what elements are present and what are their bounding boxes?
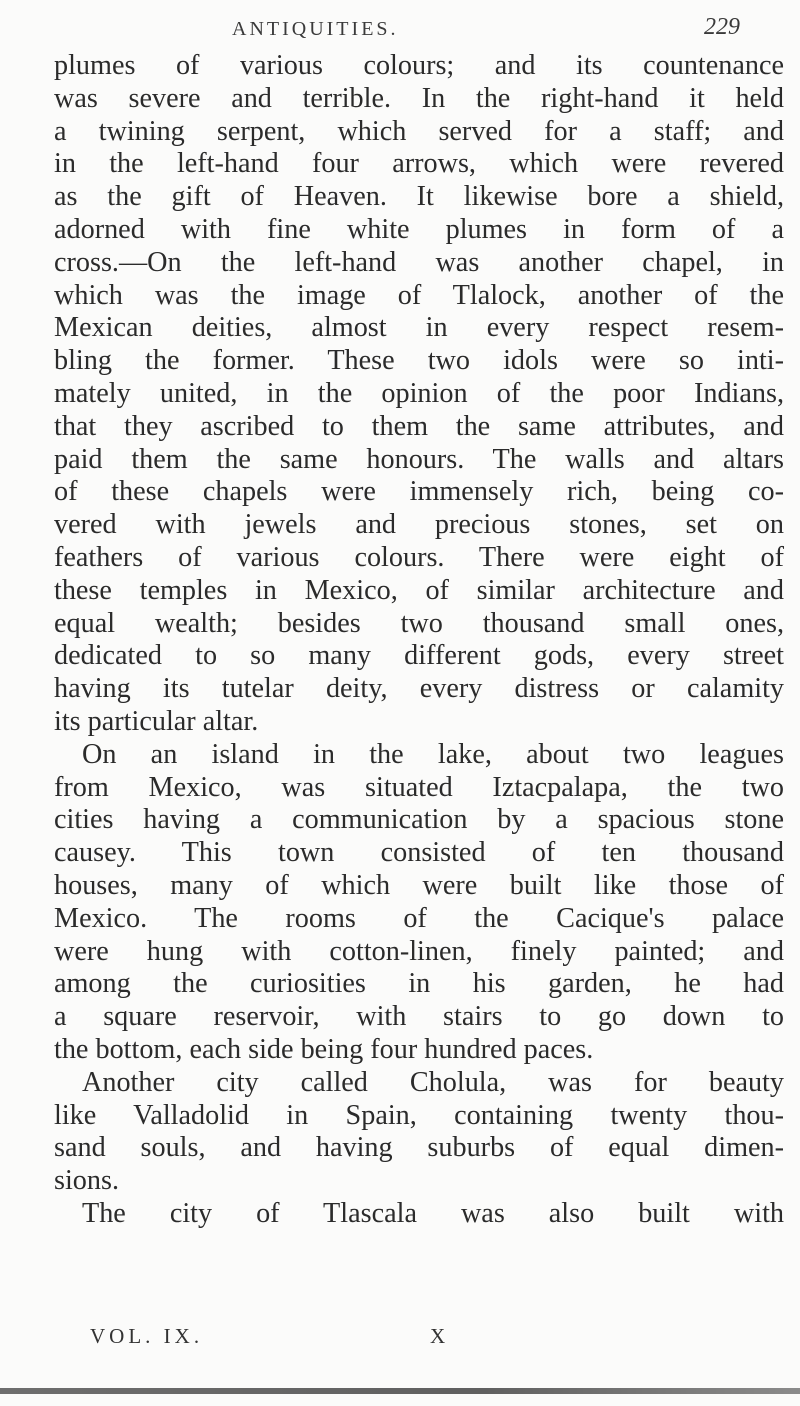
- text-line: a twining serpent, which served for a staff; and: [54, 115, 784, 147]
- text-line: cross.—On the left-hand was another chapel, in: [54, 246, 784, 278]
- page-number: 229: [704, 14, 740, 40]
- signature-mark: X: [430, 1324, 450, 1348]
- text-line: in the left-hand four arrows, which were revered: [54, 148, 784, 180]
- text-line: having its tutelar deity, every distress or calamity: [54, 673, 784, 705]
- text-line: causey. This town consisted of ten thousand: [54, 837, 784, 869]
- text-line: Mexican deities, almost in every respect resem-: [54, 312, 784, 344]
- text-line: its particular altar.: [54, 705, 259, 737]
- text-line: the bottom, each side being four hundred paces.: [54, 1033, 594, 1065]
- text-line: these temples in Mexico, of similar architecture and: [54, 574, 784, 606]
- running-head: ANTIQUITIES.: [232, 18, 399, 40]
- text-line: among the curiosities in his garden, he had: [54, 968, 784, 1000]
- text-line: were hung with cotton-linen, finely painted; and: [54, 935, 784, 967]
- text-line: was severe and terrible. In the right-hand it held: [54, 82, 784, 114]
- text-line: of these chapels were immensely rich, being co-: [54, 476, 784, 508]
- text-line: adorned with fine white plumes in form of a: [54, 213, 784, 245]
- text-line: dedicated to so many different gods, every street: [54, 640, 784, 672]
- text-line: like Valladolid in Spain, containing twenty thou-: [54, 1099, 784, 1131]
- text-line: sand souls, and having suburbs of equal dimen-: [54, 1132, 784, 1164]
- text-line: vered with jewels and precious stones, set on: [54, 509, 784, 541]
- text-line: that they ascribed to them the same attributes, and: [54, 410, 784, 442]
- text-line: houses, many of which were built like those of: [54, 869, 784, 901]
- text-line: bling the former. These two idols were so inti-: [54, 345, 784, 377]
- text-line: cities having a communication by a spacious stone: [54, 804, 784, 836]
- text-line: Another city called Cholula, was for beauty: [82, 1066, 784, 1098]
- text-line: a square reservoir, with stairs to go down to: [54, 1001, 784, 1033]
- text-line: as the gift of Heaven. It likewise bore a shield,: [54, 181, 784, 213]
- text-line: Mexico. The rooms of the Cacique's palace: [54, 902, 784, 934]
- text-line: sions.: [54, 1165, 120, 1197]
- body-text: [54, 50, 784, 1231]
- text-line: The city of Tlascala was also built with: [82, 1197, 784, 1229]
- text-line: mately united, in the opinion of the poor Indians,: [54, 377, 784, 409]
- text-line: from Mexico, was situated Iztacpalapa, the two: [54, 771, 784, 803]
- text-line: equal wealth; besides two thousand small ones,: [54, 607, 784, 639]
- page-edge-rule: [0, 1388, 800, 1394]
- text-line: paid them the same honours. The walls and altars: [54, 443, 784, 475]
- text-line: On an island in the lake, about two leagues: [82, 738, 784, 770]
- text-line: plumes of various colours; and its countenance: [54, 50, 784, 81]
- text-line: which was the image of Tlalock, another of the: [54, 279, 784, 311]
- volume-label: VOL. IX.: [90, 1324, 204, 1348]
- text-line: feathers of various colours. There were eight of: [54, 541, 784, 573]
